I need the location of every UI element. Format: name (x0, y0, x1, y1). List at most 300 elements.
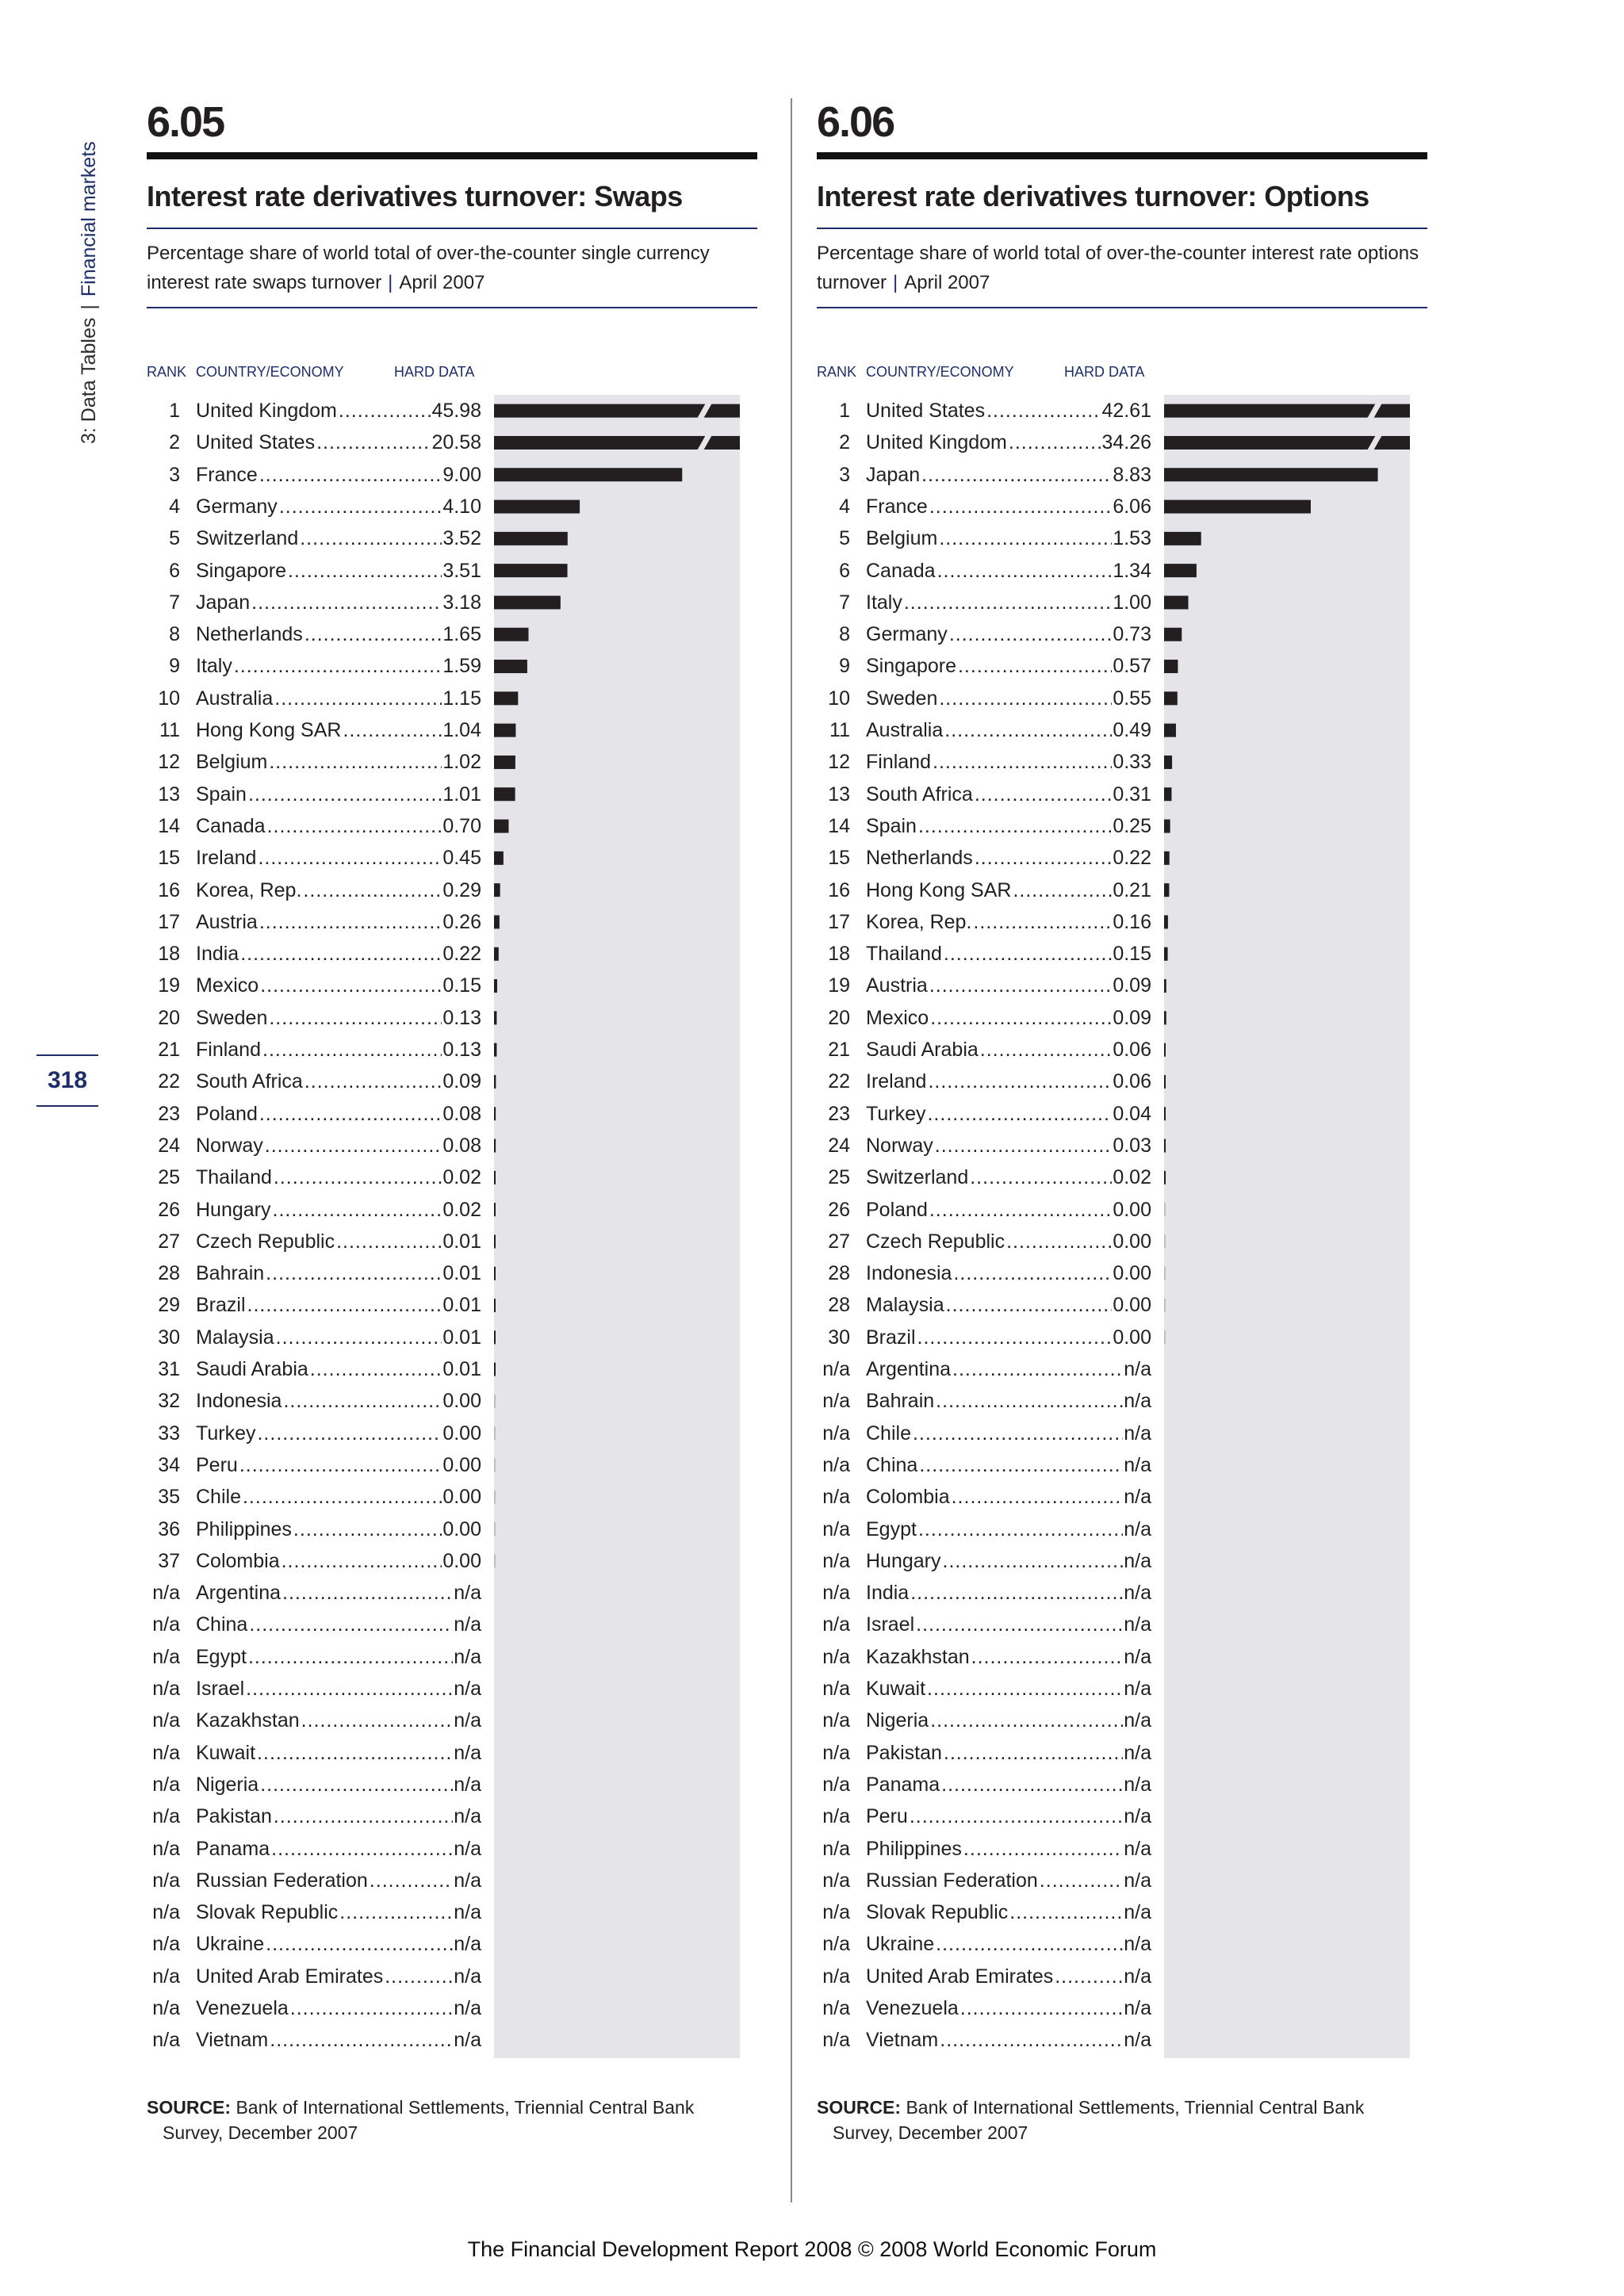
row-lead (196, 650, 481, 682)
row-country: Netherlands (196, 618, 304, 650)
row-value: n/a (1123, 1833, 1151, 1865)
page-number: 318 (36, 1054, 98, 1107)
source-text-2: Survey, December 2007 (163, 2122, 358, 2143)
table-row (147, 1800, 480, 1832)
row-lead (866, 746, 1151, 778)
row-lead (866, 1481, 1151, 1513)
row-country: Norway (866, 1130, 935, 1161)
row-value: n/a (1123, 1513, 1151, 1545)
row-lead (866, 491, 1151, 522)
table-row (817, 1800, 1150, 1832)
row-lead (866, 555, 1151, 587)
row-leader-dots (258, 842, 442, 874)
table-row (147, 1865, 480, 1896)
row-country: Argentina (196, 1577, 282, 1609)
row-lead (196, 1161, 481, 1193)
row-country: Hungary (866, 1545, 943, 1577)
row-country: United States (196, 427, 316, 458)
table-row (147, 1481, 480, 1513)
row-country: Singapore (866, 650, 958, 682)
row-rank: 7 (169, 591, 180, 614)
row-leader-dots (953, 1257, 1112, 1289)
table-row (817, 746, 1150, 778)
row-value: n/a (1123, 1385, 1151, 1417)
row-rank: 5 (839, 527, 850, 550)
row-value: 6.06 (1112, 491, 1151, 522)
table-row (817, 1289, 1150, 1321)
row-country: Philippines (866, 1833, 963, 1865)
row-country: Chile (196, 1481, 243, 1513)
table-row (817, 1865, 1150, 1896)
row-rank: 25 (828, 1166, 850, 1189)
bar-south-africa (494, 1075, 496, 1089)
row-leader-dots (928, 1066, 1112, 1097)
row-country: Philippines (196, 1513, 293, 1545)
bar-peru (494, 1459, 496, 1472)
row-lead (196, 1353, 481, 1385)
row-lead (866, 714, 1151, 746)
row-leader-dots (267, 810, 442, 842)
table-row (817, 1161, 1150, 1193)
row-rank: n/a (152, 2029, 180, 2052)
row-country: Pakistan (196, 1800, 274, 1832)
row-value: n/a (1123, 1896, 1151, 1928)
row-lead (196, 1002, 481, 1034)
table-row (147, 1769, 480, 1800)
table-row (817, 906, 1150, 938)
bar-australia (1164, 724, 1176, 737)
row-country: Czech Republic (866, 1226, 1006, 1257)
row-lead (866, 906, 1151, 938)
row-value: n/a (453, 1833, 481, 1865)
bar-thailand (1164, 947, 1168, 961)
header-rank: RANK (147, 364, 187, 380)
row-country: Kuwait (196, 1737, 257, 1769)
row-leader-dots (339, 395, 431, 427)
row-country: Norway (196, 1130, 265, 1161)
bar-hong-kong-sar (494, 724, 515, 737)
row-value: 0.57 (1112, 650, 1151, 682)
row-value: n/a (1123, 1769, 1151, 1800)
row-country: Ukraine (196, 1928, 266, 1960)
row-leader-dots (274, 1800, 453, 1832)
row-country: Egypt (866, 1513, 918, 1545)
row-rank: 9 (839, 655, 850, 678)
row-country: United Arab Emirates (866, 1961, 1055, 1992)
row-value: n/a (1123, 1481, 1151, 1513)
row-leader-dots (316, 427, 431, 458)
row-lead (866, 1928, 1151, 1960)
row-leader-dots (975, 779, 1113, 810)
row-rank: 18 (828, 943, 850, 966)
row-country: Italy (866, 587, 904, 618)
row-value: 0.49 (1112, 714, 1151, 746)
side-section-tab (73, 95, 105, 444)
row-value: n/a (1123, 2024, 1151, 2056)
table-row (817, 1928, 1150, 1960)
row-leader-dots (246, 1673, 453, 1705)
row-country: Netherlands (866, 842, 975, 874)
row-country: Mexico (196, 970, 260, 1001)
row-country: Bahrain (866, 1385, 936, 1417)
row-value: 0.00 (1112, 1194, 1151, 1226)
row-rank: 6 (169, 559, 180, 582)
table-row (147, 746, 480, 778)
row-rank: n/a (152, 1997, 180, 2019)
row-country: Venezuela (196, 1992, 290, 2024)
row-value: 1.02 (442, 746, 481, 778)
bar-netherlands (494, 628, 529, 641)
row-country: Peru (196, 1449, 239, 1481)
row-leader-dots (930, 1705, 1123, 1736)
row-value: 45.98 (431, 395, 481, 427)
table-row (817, 1130, 1150, 1161)
table-row (147, 395, 480, 427)
row-value: 0.00 (442, 1545, 481, 1577)
row-value: 1.01 (442, 779, 481, 810)
row-rank: n/a (822, 1453, 850, 1476)
row-rank: 25 (158, 1166, 180, 1189)
row-value: n/a (1123, 1673, 1151, 1705)
rule-blue (817, 307, 1427, 308)
row-leader-dots (370, 1865, 453, 1896)
bar-brazil (494, 1299, 496, 1312)
row-country: Colombia (866, 1481, 952, 1513)
row-rank: 20 (158, 1006, 180, 1029)
row-country: Brazil (196, 1289, 247, 1321)
row-country: Ireland (196, 842, 258, 874)
row-lead (196, 491, 481, 522)
row-country: China (196, 1609, 249, 1640)
table-row (817, 1034, 1150, 1066)
row-country: United Arab Emirates (196, 1961, 385, 1992)
row-lead (196, 1769, 481, 1800)
row-leader-dots (339, 1896, 453, 1928)
row-lead (866, 522, 1151, 554)
table-row (817, 1673, 1150, 1705)
row-country: Finland (866, 746, 933, 778)
row-leader-dots (918, 810, 1112, 842)
row-leader-dots (944, 714, 1112, 746)
row-lead (196, 1800, 481, 1832)
table-row (147, 1385, 480, 1417)
row-lead (196, 1034, 481, 1066)
row-value: n/a (1123, 1545, 1151, 1577)
bar-italy (1164, 595, 1189, 609)
row-lead (866, 1353, 1151, 1385)
row-rank: 9 (169, 655, 180, 678)
table-title: Interest rate derivatives turnover: Swaps (147, 180, 683, 212)
header-country: COUNTRY/ECONOMY (196, 364, 344, 380)
row-value: 0.01 (442, 1322, 481, 1353)
table-row (817, 2024, 1150, 2056)
row-rank: 26 (158, 1198, 180, 1221)
row-leader-dots (973, 906, 1112, 938)
row-lead (866, 1098, 1151, 1130)
table-row (147, 1257, 480, 1289)
row-leader-dots (248, 1641, 453, 1673)
row-value: n/a (453, 1800, 481, 1832)
row-value: 0.25 (1112, 810, 1151, 842)
table-row (817, 874, 1150, 906)
table-row (817, 1194, 1150, 1226)
row-value: 1.53 (1112, 522, 1151, 554)
row-lead (196, 1737, 481, 1769)
row-value: 0.55 (1112, 683, 1151, 714)
rule-blue (147, 228, 757, 229)
row-rank: 6 (839, 559, 850, 582)
row-lead (196, 1833, 481, 1865)
table-row (147, 1226, 480, 1257)
row-lead (196, 522, 481, 554)
row-leader-dots (385, 1961, 453, 1992)
row-value: n/a (453, 1961, 481, 1992)
row-leader-dots (259, 1098, 442, 1130)
subtitle-text: Percentage share of world total of over-the-counter single currency interest rate swaps turnover (147, 243, 710, 293)
row-value: 0.08 (442, 1098, 481, 1130)
row-rank: 4 (169, 495, 180, 518)
table-row (817, 1385, 1150, 1417)
row-country: Belgium (866, 522, 939, 554)
table-row (817, 842, 1150, 874)
bar-thailand (494, 1171, 496, 1184)
row-leader-dots (239, 1449, 442, 1481)
table-row (147, 650, 480, 682)
row-rank: n/a (822, 1965, 850, 1988)
row-rank: 26 (828, 1198, 850, 1221)
table-row (147, 842, 480, 874)
row-rank: 18 (158, 943, 180, 966)
row-value: 0.04 (1112, 1098, 1151, 1130)
row-country: Saudi Arabia (866, 1034, 980, 1066)
row-rank: 24 (828, 1134, 850, 1157)
row-value: n/a (453, 1928, 481, 1960)
row-rank: 8 (169, 623, 180, 646)
row-lead (866, 1385, 1151, 1417)
row-rank: 30 (828, 1326, 850, 1349)
row-country: Korea, Rep. (866, 906, 973, 938)
row-lead (866, 1896, 1151, 1928)
row-country: South Africa (866, 779, 975, 810)
row-country: Malaysia (196, 1322, 276, 1353)
row-leader-dots (288, 555, 442, 587)
row-leader-dots (963, 1833, 1123, 1865)
rule-blue (147, 307, 757, 308)
row-value: n/a (1123, 1865, 1151, 1896)
row-lead (866, 1833, 1151, 1865)
table-row (817, 459, 1150, 491)
row-value: 0.13 (442, 1002, 481, 1034)
row-rank: 12 (828, 751, 850, 774)
table-row (817, 1577, 1150, 1609)
row-leader-dots (917, 1322, 1113, 1353)
row-value: n/a (1123, 1577, 1151, 1609)
row-value: 1.15 (442, 683, 481, 714)
row-value: n/a (1123, 1353, 1151, 1385)
table-row (817, 1513, 1150, 1545)
row-lead (196, 427, 481, 458)
row-lead (196, 970, 481, 1001)
subtitle-date: April 2007 (904, 272, 990, 293)
row-lead (196, 746, 481, 778)
row-rank: 19 (828, 974, 850, 997)
row-lead (196, 1673, 481, 1705)
bar-saudi-arabia (494, 1363, 496, 1376)
bar-chart (1164, 395, 1410, 2058)
row-country: Japan (866, 459, 921, 491)
row-country: Spain (196, 779, 248, 810)
row-country: Germany (866, 618, 949, 650)
row-leader-dots (260, 1769, 453, 1800)
row-rank: n/a (822, 1358, 850, 1380)
row-rank: 35 (158, 1486, 180, 1509)
row-value: 0.03 (1112, 1130, 1151, 1161)
row-leader-dots (937, 555, 1113, 587)
row-leader-dots (910, 1800, 1123, 1832)
row-rank: 3 (839, 463, 850, 486)
row-lead (866, 587, 1151, 618)
row-rank: 21 (158, 1039, 180, 1061)
row-value: n/a (1123, 1992, 1151, 2024)
source-label: SOURCE: (147, 2097, 232, 2118)
row-value: 1.65 (442, 618, 481, 650)
row-leader-dots (952, 1353, 1123, 1385)
row-lead (196, 1481, 481, 1513)
row-leader-dots (936, 1385, 1123, 1417)
row-country: Spain (866, 810, 918, 842)
row-value: 3.18 (442, 587, 481, 618)
row-value: 0.00 (1112, 1257, 1151, 1289)
row-rank: n/a (822, 1773, 850, 1796)
row-country: Poland (866, 1194, 929, 1226)
row-leader-dots (247, 1289, 442, 1321)
row-lead (196, 1098, 481, 1130)
row-leader-dots (927, 1098, 1112, 1130)
row-rank: 27 (158, 1230, 180, 1253)
row-rank: n/a (822, 1933, 850, 1956)
row-lead (196, 2024, 481, 2056)
row-lead (196, 1577, 481, 1609)
row-rank: 30 (158, 1326, 180, 1349)
row-country: Austria (196, 906, 259, 938)
row-lead (866, 427, 1151, 458)
row-rank: 2 (169, 431, 180, 454)
row-rank: 11 (829, 719, 850, 741)
row-lead (866, 1641, 1151, 1673)
row-rank: 37 (158, 1549, 180, 1572)
row-leader-dots (904, 587, 1112, 618)
row-rank: 22 (158, 1070, 180, 1093)
row-lead (196, 842, 481, 874)
row-value: 0.31 (1112, 779, 1151, 810)
bar-turkey (494, 1426, 496, 1440)
row-value: 0.06 (1112, 1034, 1151, 1066)
row-rank: n/a (822, 2029, 850, 2052)
row-value: 34.26 (1101, 427, 1151, 458)
row-value: n/a (1123, 1737, 1151, 1769)
row-leader-dots (958, 650, 1112, 682)
row-value: 0.00 (442, 1513, 481, 1545)
table-row (147, 1928, 480, 1960)
bar-austria (1164, 979, 1166, 993)
row-country: Hong Kong SAR (196, 714, 343, 746)
row-rank: 13 (828, 783, 850, 806)
table-row (147, 938, 480, 970)
row-lead (196, 587, 481, 618)
table-row (147, 683, 480, 714)
table-row (817, 491, 1150, 522)
row-lead (196, 1961, 481, 1992)
row-value: n/a (1123, 1641, 1151, 1673)
row-value: 0.00 (1112, 1322, 1151, 1353)
row-lead (866, 1705, 1151, 1736)
row-lead (866, 1961, 1151, 1992)
row-lead (866, 1226, 1151, 1257)
row-lead (866, 1865, 1151, 1896)
bar-sweden (494, 1011, 496, 1024)
table-row (817, 1737, 1150, 1769)
bar-hong-kong-sar (1164, 883, 1169, 897)
row-country: Panama (196, 1833, 271, 1865)
bar-singapore (494, 564, 568, 577)
row-rank: n/a (822, 1805, 850, 1828)
row-value: 20.58 (431, 427, 481, 458)
bar-philippines (494, 1522, 496, 1536)
side-subsection-label: Financial markets (77, 141, 100, 297)
table-row (147, 1194, 480, 1226)
subtitle-text: Percentage share of world total of over-the-counter interest rate options turnover (817, 243, 1419, 293)
row-country: Kazakhstan (866, 1641, 971, 1673)
bar-canada (1164, 564, 1197, 577)
table-row (147, 459, 480, 491)
table-row (147, 427, 480, 458)
row-lead (196, 1066, 481, 1097)
row-rank: n/a (152, 1869, 180, 1892)
row-country: Egypt (196, 1641, 248, 1673)
row-lead (866, 1545, 1151, 1577)
table-row (147, 874, 480, 906)
row-country: Saudi Arabia (196, 1353, 310, 1385)
row-value: 0.22 (442, 938, 481, 970)
row-lead (866, 395, 1151, 427)
row-value: 0.21 (1112, 874, 1151, 906)
row-rank: n/a (152, 1582, 180, 1605)
row-lead (866, 1002, 1151, 1034)
bar-singapore (1164, 660, 1178, 673)
row-leader-dots (1013, 874, 1112, 906)
row-leader-dots (257, 1418, 442, 1449)
row-leader-dots (274, 683, 442, 714)
row-leader-dots (343, 714, 442, 746)
row-leader-dots (243, 1481, 442, 1513)
row-leader-dots (248, 779, 442, 810)
table-row (147, 970, 480, 1001)
row-value: 0.01 (442, 1353, 481, 1385)
row-rank: n/a (822, 1709, 850, 1732)
source-text: Bank of International Settlements, Triennial Central Bank (236, 2097, 695, 2118)
row-rank: 23 (158, 1102, 180, 1125)
bar-germany (494, 500, 580, 514)
row-rank: 20 (828, 1006, 850, 1029)
row-country: Turkey (866, 1098, 927, 1130)
row-leader-dots (943, 1545, 1124, 1577)
row-value: n/a (453, 1577, 481, 1609)
row-rank: n/a (822, 1390, 850, 1413)
row-lead (866, 1418, 1151, 1449)
row-country: Germany (196, 491, 279, 522)
bar-belgium (494, 756, 515, 769)
row-country: Mexico (866, 1002, 930, 1034)
